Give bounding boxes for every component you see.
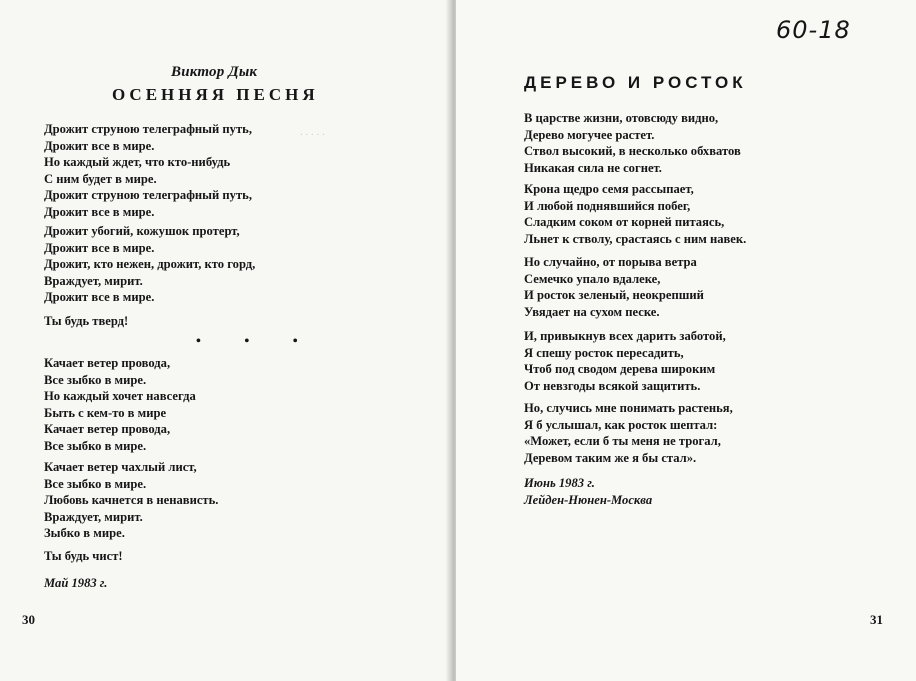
handwritten-note: 60-18	[776, 16, 851, 44]
show-through-text: . . . . .	[300, 126, 325, 138]
verse-line: Деревом таким же я бы стал».	[524, 450, 697, 465]
verse-line: Дрожит все в мире.	[44, 290, 155, 305]
author-name: Виктор Дык	[171, 64, 258, 80]
verse-line: Но случайно, от порыва ветра	[524, 255, 697, 269]
stanza-right-4	[524, 328, 726, 394]
stanza-left-1	[44, 121, 252, 221]
verse-line: От невзгоды всякой защитить.	[524, 378, 701, 393]
page-number-left: 30	[22, 612, 35, 627]
stanza-left-6	[44, 548, 123, 565]
page-number-right: 31	[870, 612, 883, 627]
verse-line: Качает ветер чахлый лист,	[44, 460, 197, 474]
verse-line: Чтоб под сводом дерева широким	[524, 362, 716, 377]
verse-line: Ты будь чист!	[44, 549, 123, 563]
right-page	[456, 0, 916, 681]
verse-line: Ты будь тверд!	[44, 314, 129, 328]
poem-place: Лейден-Нюнен-Москва	[524, 493, 653, 507]
verse-line: Льнет к стволу, срастаясь с ним навек.	[524, 231, 747, 246]
verse-line: Семечко упало вдалеке,	[524, 271, 661, 286]
stanza-left-3	[44, 313, 128, 330]
verse-line: Все зыбко в мире.	[44, 372, 147, 387]
verse-line: Ствол высокий, в несколько обхватов	[524, 144, 741, 159]
verse-line: Крона щедро семя рассыпает,	[524, 182, 694, 196]
verse-line: Качает ветер провода,	[44, 356, 171, 370]
verse-line: Дрожит струною телеграфный путь,	[44, 188, 252, 203]
verse-line: Дерево могучее растет.	[524, 127, 655, 142]
stanza-right-5	[524, 400, 733, 466]
verse-line: Но, случись мне понимать растенья,	[524, 401, 733, 415]
verse-line: Любовь качнется в ненависть.	[44, 493, 219, 508]
verse-line: Дрожит, кто нежен, дрожит, кто горд,	[44, 257, 256, 272]
verse-line: Дрожит струною телеграфный путь,	[44, 122, 252, 136]
verse-line: И любой поднявшийся побег,	[524, 198, 691, 213]
verse-line: «Может, если б ты меня не трогал,	[524, 434, 721, 449]
verse-line: Увядает на сухом песке.	[524, 304, 660, 319]
verse-line: Но каждый ждет, что кто-нибудь	[44, 155, 231, 170]
verse-line: Дрожит все в мире.	[44, 240, 155, 255]
poem-title-right: ДЕРЕВО И РОСТОК	[524, 73, 747, 92]
verse-line: Дрожит все в мире.	[44, 204, 155, 219]
verse-line: И росток зеленый, неокрепший	[524, 288, 704, 303]
poem-date-left: Май 1983 г.	[44, 576, 108, 590]
verse-line: Враждует, мирит.	[44, 273, 143, 288]
stanza-left-2	[44, 223, 255, 306]
stanza-left-5	[44, 459, 218, 542]
verse-line: Я спешу росток пересадить,	[524, 345, 684, 360]
verse-line: С ним будет в мире.	[44, 171, 157, 186]
verse-line: Все зыбко в мире.	[44, 438, 147, 453]
stanza-right-1	[524, 110, 741, 176]
stanza-left-4	[44, 355, 196, 455]
stanza-right-3	[524, 254, 704, 320]
verse-line: Качает ветер провода,	[44, 422, 171, 437]
verse-line: В царстве жизни, отовсюду видно,	[524, 111, 719, 125]
verse-line: Никакая сила не согнет.	[524, 160, 662, 175]
verse-line: Я б услышал, как росток шептал:	[524, 417, 718, 432]
verse-line: Враждует, мирит.	[44, 509, 143, 524]
poem-title-left: ОСЕННЯЯ ПЕСНЯ	[112, 85, 319, 104]
poem-date-right: Июнь 1983 г.	[524, 476, 595, 490]
verse-line: Быть с кем-то в мире	[44, 405, 167, 420]
verse-line: И, привыкнув всех дарить заботой,	[524, 329, 726, 343]
section-separator: • • •	[196, 334, 318, 349]
verse-line: Все зыбко в мире.	[44, 476, 147, 491]
verse-line: Но каждый хочет навсегда	[44, 389, 196, 404]
left-page	[0, 0, 452, 681]
verse-line: Дрожит убогий, кожушок протерт,	[44, 224, 240, 238]
stanza-right-2	[524, 181, 746, 247]
verse-line: Дрожит все в мире.	[44, 138, 155, 153]
verse-line: Сладким соком от корней питаясь,	[524, 215, 725, 230]
verse-line: Зыбко в мире.	[44, 526, 125, 541]
